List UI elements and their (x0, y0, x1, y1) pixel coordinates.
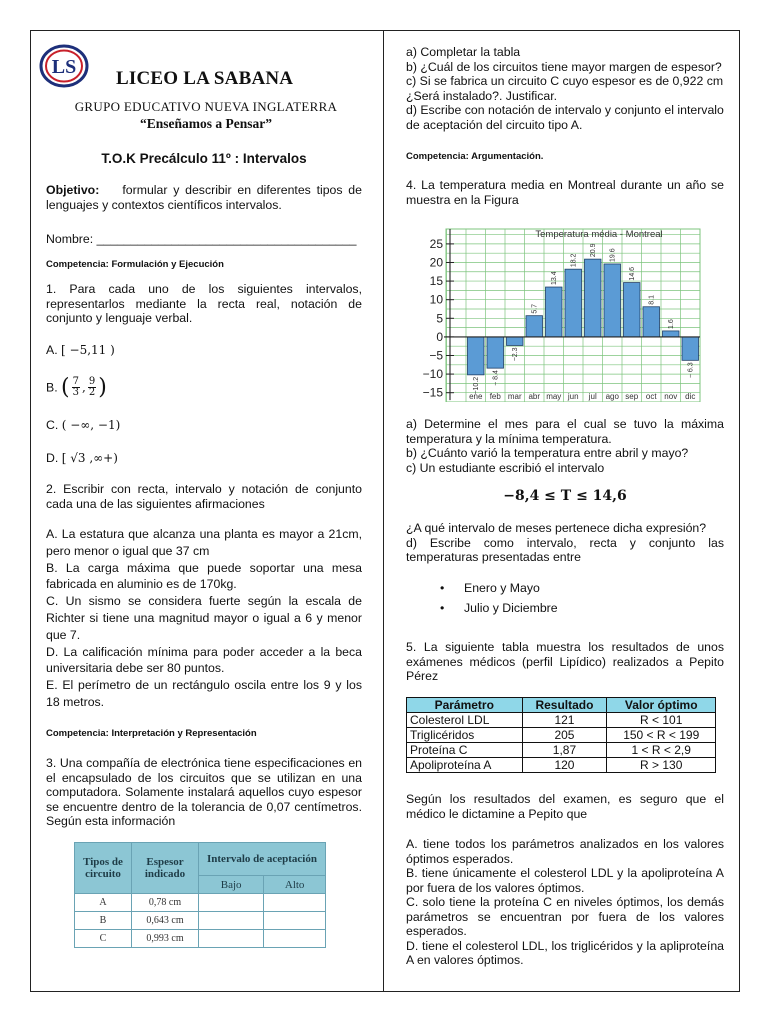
q4-part: b) ¿Cuánto varió la temperatura entre abril y mayo? (406, 446, 689, 460)
q3-part: c) Si se fabrica un circuito C cuyo espesor es de 0,922 cm ¿Será instalado?. Justificar. (406, 74, 724, 103)
q1-item-d: D. [ √3 ,∞+) (46, 451, 118, 465)
y-tick-label: 0 (436, 329, 443, 344)
page-title: T.O.K Precálculo 11º : Intervalos (101, 151, 307, 166)
month-bullets (424, 576, 558, 620)
x-tick-label: may (546, 392, 562, 401)
objective-label: Objetivo: (46, 183, 100, 197)
bar-value-label: 5.7 (531, 303, 539, 314)
circuit-header-type: Tipos de circuito (75, 843, 132, 894)
y-tick-label: −10 (422, 367, 443, 382)
chart-title: Temperatura média - Montreal (535, 229, 663, 240)
list-item: • Julio y Diciembre (442, 601, 558, 616)
blank-cell[interactable] (264, 930, 326, 948)
q1-item-a: A. [ −5,11 ) (46, 343, 115, 357)
y-tick-label: −15 (422, 385, 443, 400)
bar-value-label: 18.2 (570, 253, 578, 268)
x-tick-label: dic (685, 392, 696, 401)
question-1: 1. Para cada uno de los siguientes intervalos, representarlos mediante la recta real, notación de conjunto y lenguaje verbal. (46, 282, 362, 325)
circuit-header-high: Alto (264, 876, 326, 894)
bar-ene (468, 337, 485, 375)
school-motto: “Enseñamos a Pensar” (139, 116, 272, 131)
x-tick-label: sep (625, 392, 639, 401)
bar-dic (682, 337, 699, 360)
bar-feb (487, 337, 504, 368)
table-row: Apoliproteína A 120 R > 130 (407, 758, 716, 773)
bar-ago (604, 264, 621, 337)
q3-part: a) Completar la tabla (406, 45, 521, 59)
table-row: B 0,643 cm (75, 912, 326, 930)
option: D. tiene el colesterol LDL, los triglicéridos y la apliproteína A en valores óptimos. (406, 938, 724, 967)
y-tick-label: −5 (429, 348, 443, 363)
bar-value-label: 8.1 (648, 295, 656, 305)
blank-cell[interactable] (264, 894, 326, 912)
x-tick-label: feb (489, 392, 501, 401)
blank-cell[interactable] (199, 894, 264, 912)
y-tick-label: 25 (429, 236, 443, 251)
x-tick-label: abr (528, 392, 541, 401)
bar-jul (585, 259, 602, 337)
logo-letters: LS (51, 56, 77, 78)
blank-cell[interactable] (199, 912, 264, 930)
x-tick-label: ago (605, 392, 619, 401)
school-name: LICEO LA SABANA (116, 68, 294, 89)
q5-text: Según los resultados del examen, es seguro que el médico le dictamine a Pepito que (406, 792, 724, 821)
lipid-header: Parámetro (407, 698, 523, 713)
x-tick-label: ene (469, 392, 483, 401)
q4-more: ¿A qué intervalo de meses pertenece dicha expresión? d) Escribe como intervalo, recta y conjunto las temperaturas presentadas entre (406, 521, 724, 564)
bar-value-label: − 6.3 (687, 362, 695, 379)
y-tick-label: 20 (429, 255, 443, 270)
q1-item-d-expr: [ √3 ,∞+) (61, 451, 118, 465)
blank-cell[interactable] (264, 912, 326, 930)
q2-item: C. Un sismo se considera fuerte según la escala de Richter si tiene una magnitud mayor o igual a 6 y menor que 7. (46, 594, 362, 642)
q4-parts (406, 417, 724, 475)
q2-list (46, 526, 362, 711)
objective (46, 183, 362, 212)
q4-part: a) Determine el mes para el cual se tuvo la máxima temperatura y la mínima temperatura. (406, 417, 724, 446)
circuit-header-interval: Intervalo de aceptación (199, 843, 326, 876)
bar-value-label: 1.6 (668, 319, 676, 329)
blank-cell[interactable] (199, 930, 264, 948)
x-tick-label: nov (664, 392, 678, 401)
q1-item-c: C. ( −∞, −1) (46, 418, 121, 432)
table-row: Colesterol LDL 121 R < 101 (407, 713, 716, 728)
temperature-chart (410, 226, 703, 402)
table-row: Proteína C 1,87 1 < R < 2,9 (407, 743, 716, 758)
bar-value-label: −10.2 (473, 376, 481, 395)
q4-part: c) Un estudiante escribió el intervalo (406, 460, 605, 475)
question-5: 5. La siguiente tabla muestra los resultados de unos exámenes médicos (perfil Lipídico) realizados a Pepito Pérez (406, 640, 724, 683)
table-row: C 0,993 cm (75, 930, 326, 948)
bar-value-label: 13.4 (551, 271, 559, 286)
bar-value-label: 14.6 (629, 266, 637, 281)
q1-item-a-expr: [ −5,11 ) (61, 343, 115, 357)
competence-heading-1: Competencia: Formulación y Ejecución (46, 259, 224, 270)
school-group: GRUPO EDUCATIVO NUEVA INGLATERRA (74, 99, 338, 114)
inequality: −8,4 ≤ T ≤ 14,6 (503, 488, 627, 504)
y-tick-label: 10 (429, 292, 443, 307)
lipid-table (406, 697, 716, 773)
circuit-header-low: Bajo (199, 876, 264, 894)
competence-heading-3: Competencia: Argumentación. (406, 151, 544, 162)
x-tick-label: jun (567, 392, 579, 401)
x-tick-label: mar (507, 392, 522, 401)
bar-nov (663, 331, 680, 337)
q1-item-c-expr: ( −∞, −1) (61, 418, 121, 432)
question-4: 4. La temperatura media en Montreal durante un año se muestra en la Figura (406, 178, 724, 207)
x-tick-label: oct (645, 392, 657, 401)
q3-part: d) Escribe con notación de intervalo y conjunto el intervalo de aceptación del circuito tipo A. (406, 103, 724, 132)
q2-item: D. La calificación mínima para poder acceder a la beca universitaria debe ser 80 puntos. (46, 644, 362, 676)
lipid-header: Resultado (522, 698, 607, 713)
bar-abr (526, 316, 543, 337)
bar-value-label: − 8.4 (492, 370, 500, 386)
option: A. tiene todos los parámetros analizados en los valores óptimos esperados. (406, 837, 724, 866)
bar-value-label: 20.9 (590, 243, 598, 258)
q2-item: E. El perímetro de un rectángulo oscila entre los 9 y los 18 metros. (46, 678, 362, 709)
school-logo-icon (39, 44, 89, 88)
bar-sep (624, 283, 641, 337)
option: B. tiene únicamente el colesterol LDL y la apoliproteína A por fuera de los valores óptimos. (406, 866, 724, 895)
q1-item-b: B. ( $\frac{7}{3}$ , $\frac{9}{2}$ ) (46, 375, 107, 400)
q4-part-d: d) Escribe como intervalo, recta y conjunto las temperaturas presentadas entre (406, 535, 724, 564)
name-field: Nombre: ______________________________________ (46, 232, 357, 246)
circuit-header-thickness: Espesor indicado (132, 843, 199, 894)
question-2: 2. Escribir con recta, intervalo y notación de conjunto cada una de las siguientes afirmaciones (46, 482, 362, 511)
table-row: Triglicéridos 205 150 < R < 199 (407, 728, 716, 743)
bar-value-label: 19.6 (609, 248, 617, 262)
lipid-header: Valor óptimo (607, 698, 716, 713)
q2-item: A. La estatura que alcanza una planta es mayor a 21cm, pero menor o igual que 37 cm (46, 527, 362, 558)
y-tick-label: 5 (436, 311, 443, 326)
question-3: 3. Una compañía de electrónica tiene especificaciones en el encapsulado de los circuitos que se utilizan en una computadora. Solamente instalará aquellos cuyo espesor se encuentre dentro de la tolerancia de 0,07 centímetros. Según esta información (46, 756, 362, 828)
bar-jun (565, 269, 582, 337)
x-tick-label: jul (588, 392, 597, 401)
bar-may (546, 287, 563, 337)
list-item: • Enero y Mayo (442, 581, 558, 596)
objective-text: formular y describir en diferentes tipos de lenguajes y contextos científicos intervalos. (46, 183, 362, 212)
y-tick-label: 15 (429, 274, 443, 289)
circuit-table (74, 842, 326, 948)
q3-part: b) ¿Cuál de los circuitos tiene mayor margen de espesor? (406, 59, 722, 74)
bar-mar (507, 337, 524, 346)
q3-parts (406, 45, 724, 132)
bar-oct (643, 307, 660, 337)
column-divider (383, 30, 384, 992)
q5-options (406, 837, 724, 968)
option: C. solo tiene la proteína C en niveles óptimos, los demás parámetros se encuentran por fuera de los valores esperados. (406, 895, 724, 938)
q2-item: B. La carga máxima que puede soportar una mesa fabricada en aluminio es de 170kg. (46, 560, 362, 592)
bar-value-label: −2.3 (512, 347, 520, 362)
table-row: A 0,78 cm (75, 894, 326, 912)
competence-heading-2: Competencia: Interpretación y Representación (46, 728, 257, 739)
